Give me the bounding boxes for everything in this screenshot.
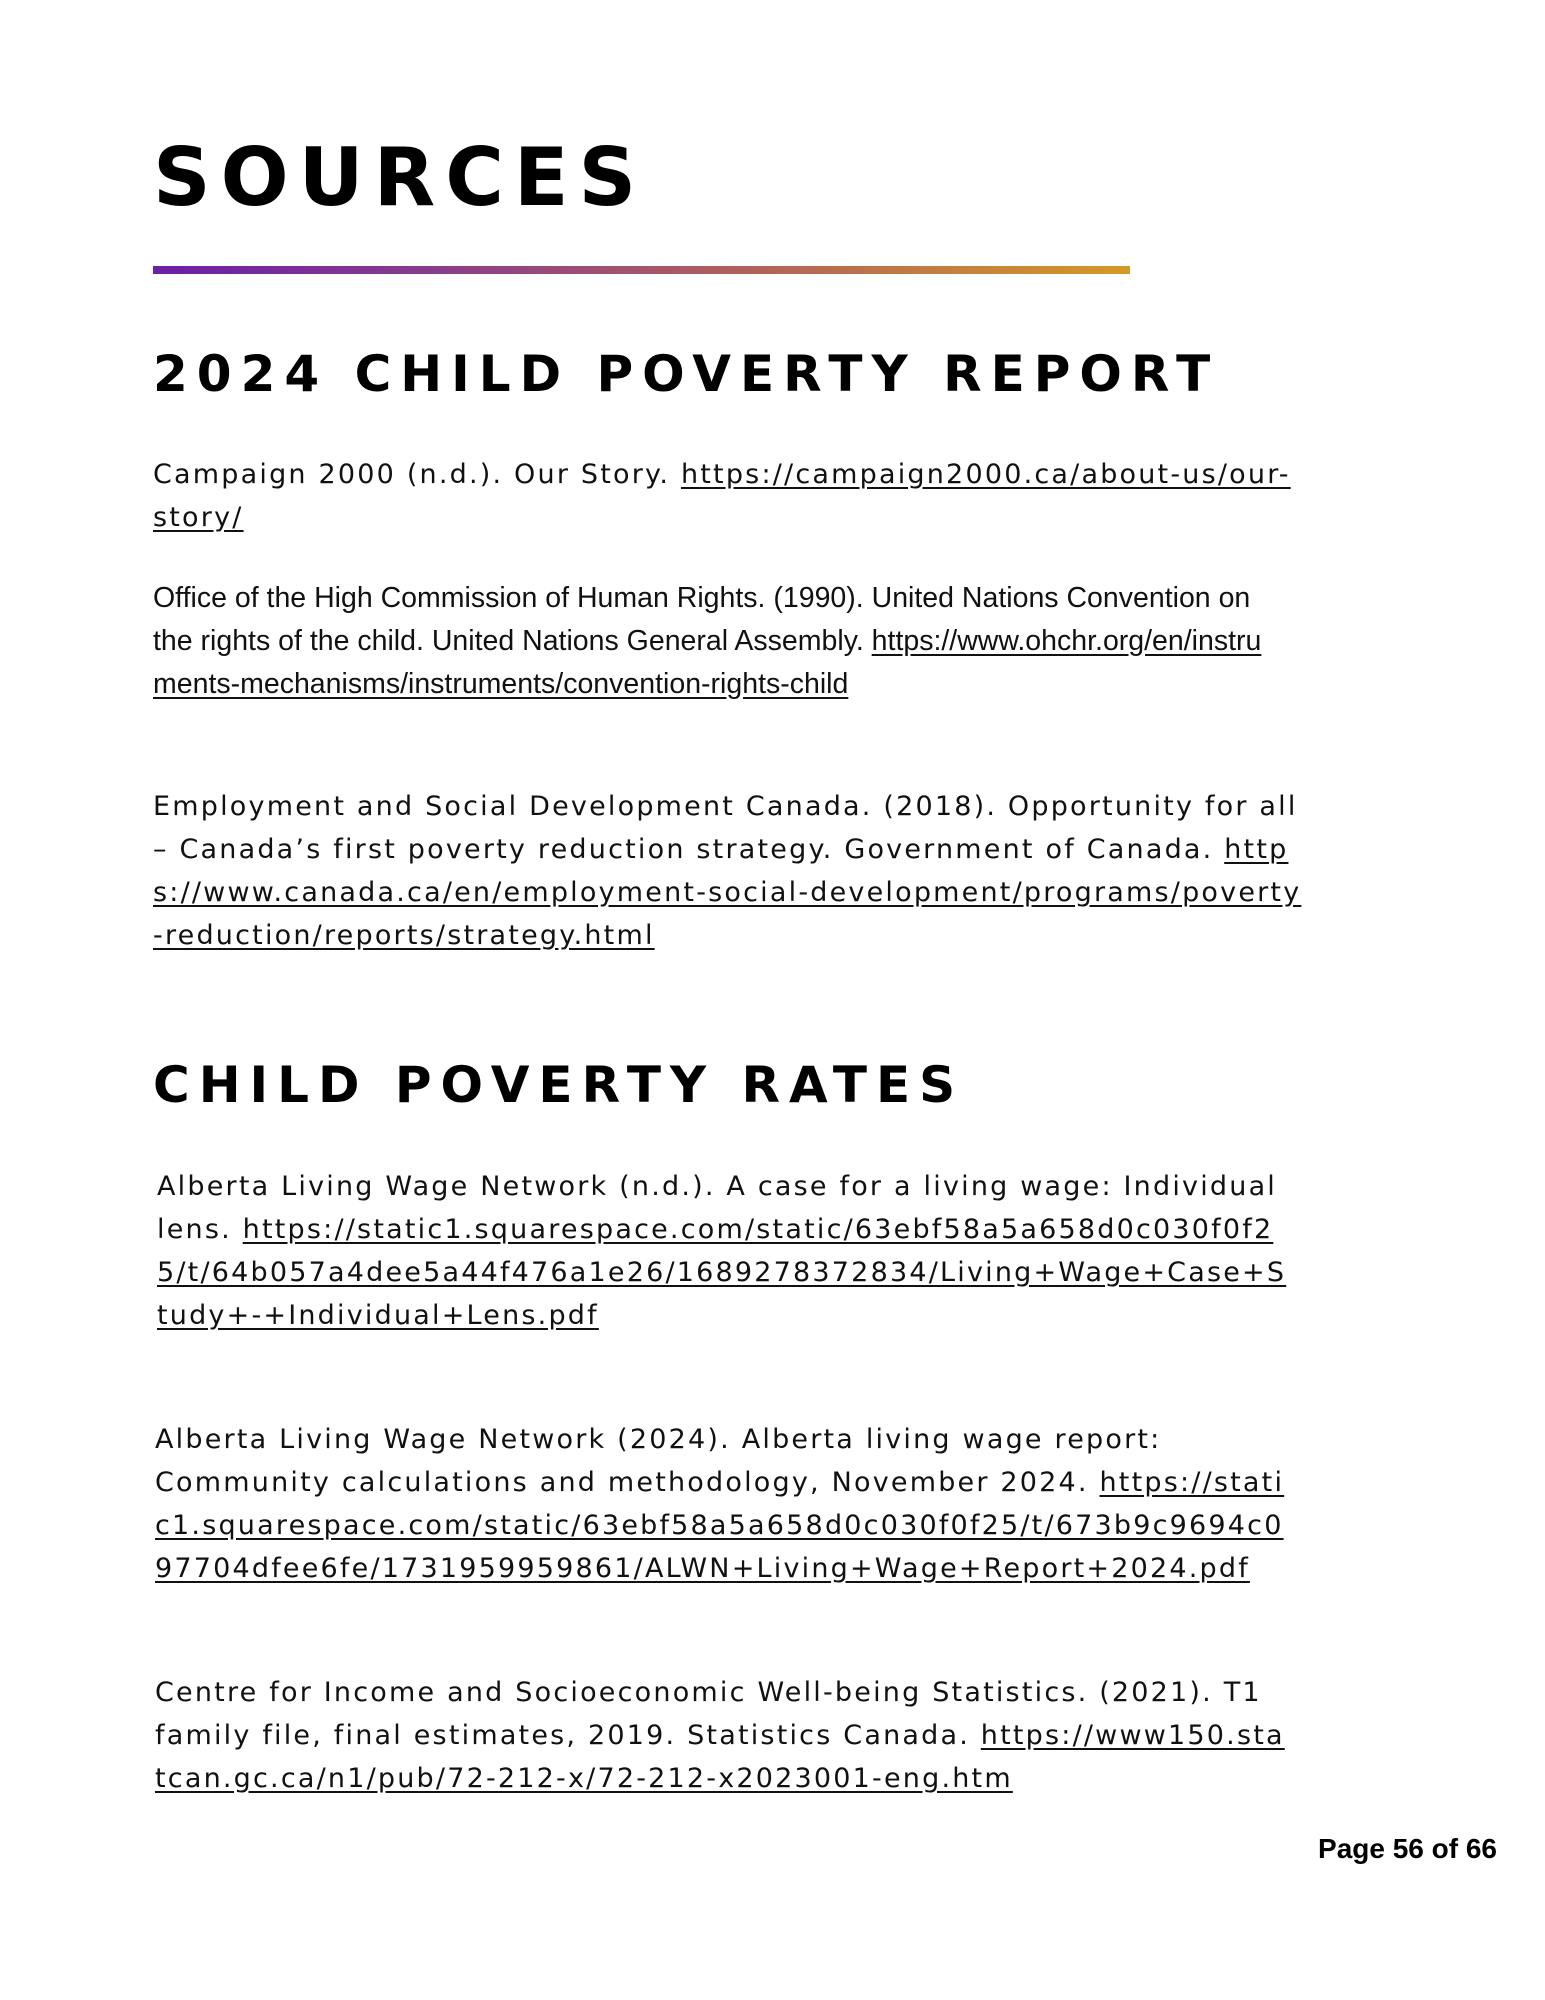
page-number: Page 56 of 66 <box>1318 1833 1497 1864</box>
reference-text: Alberta Living Wage Network (n.d.). A case for a living wage: Individual lens. <box>157 1171 1278 1245</box>
reference-entry <box>153 577 1283 706</box>
reference-entry <box>157 1165 1287 1337</box>
reference-text: Office of the High Commission of Human Rights. (1990). United Nations Convention on the rights of the child. United Nations General Assembly. <box>153 582 1251 657</box>
reference-text: Centre for Income and Socioeconomic Well-being Statistics. (2021). T1 family file, final estimates, 2019. Statistics Canada. <box>155 1677 1262 1751</box>
reference-entry <box>153 785 1303 957</box>
reference-text: Alberta Living Wage Network (2024). Alberta living wage report: Community calculations and methodology, November 2024. <box>155 1424 1162 1498</box>
reference-link[interactable]: https://static1.squarespace.com/static/63ebf58a5a658d0c030f0f25/t/673b9c9694c097704dfee6fe/1731959959861/ALWN+Living+Wage+Report+2024.pdf <box>155 1467 1285 1584</box>
section-heading-child-poverty-rates: CHILD POVERTY RATES <box>153 1056 965 1114</box>
reference-entry <box>153 453 1293 539</box>
gradient-divider <box>153 266 1130 274</box>
reference-entry <box>155 1671 1285 1800</box>
reference-link[interactable]: https://campaign2000.ca/about-us/our-story/ <box>153 459 1291 533</box>
reference-link[interactable]: https://www.canada.ca/en/employment-social-development/programs/poverty-reduction/reports/strategy.html <box>153 834 1302 951</box>
reference-link[interactable]: https://static1.squarespace.com/static/63ebf58a5a658d0c030f0f25/t/64b057a4dee5a44f476a1e26/1689278372834/Living+Wage+Case+Study+-+Individual+Lens.pdf <box>157 1214 1287 1331</box>
reference-link[interactable]: https://www150.statcan.gc.ca/n1/pub/72-212-x/72-212-x2023001-eng.htm <box>155 1720 1285 1794</box>
reference-text: Employment and Social Development Canada. (2018). Opportunity for all – Canada’s first poverty reduction strategy. Government of Canada. <box>153 791 1298 865</box>
reference-entry <box>155 1418 1300 1590</box>
reference-link[interactable]: https://www.ohchr.org/en/instruments-mechanisms/instruments/convention-rights-child <box>153 625 1262 700</box>
page-title: SOURCES <box>153 131 647 224</box>
reference-text: Campaign 2000 (n.d.). Our Story. <box>153 459 681 490</box>
section-heading-child-poverty-report: 2024 CHILD POVERTY REPORT <box>153 345 1220 403</box>
